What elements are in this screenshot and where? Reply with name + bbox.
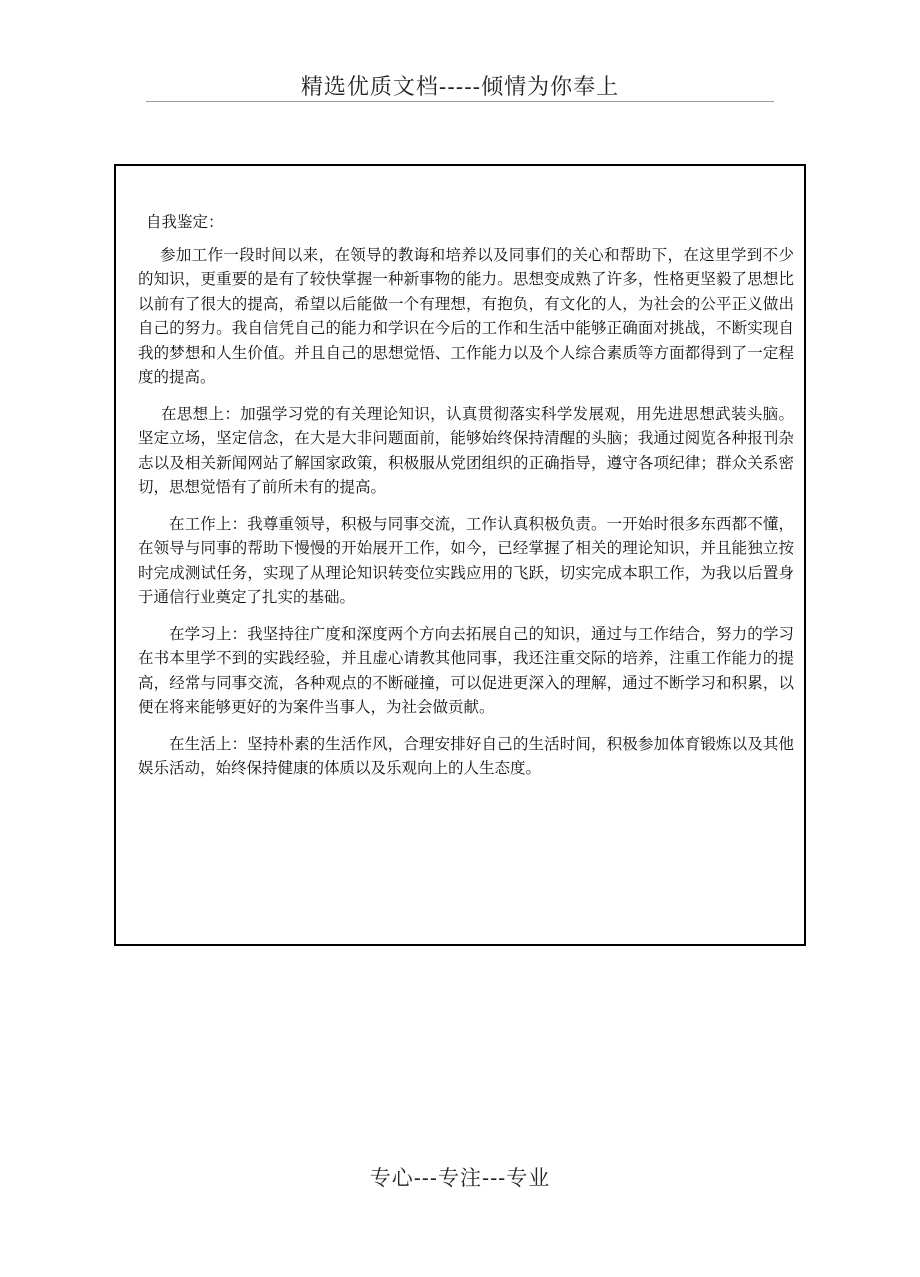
- page-footer-text: 专心---专注---专业: [369, 1166, 551, 1190]
- paragraph-work: 在工作上：我尊重领导，积极与同事交流，工作认真积极负责。一开始时很多东西都不懂，在领导与同事的帮助下慢慢的开始展开工作，如今，已经掌握了相关的理论知识，并且能独立按时完成测试任务，实现了从理论知识转变位实践应用的飞跃，切实完成本职工作，为我以后置身于通信行业奠定了扎实的基础。: [138, 514, 794, 606]
- self-evaluation-box: [114, 164, 806, 946]
- header-divider: [146, 101, 774, 102]
- paragraph-life: 在生活上：坚持朴素的生活作风，合理安排好自己的生活时间，积极参加体育锻炼以及其他娱乐活动，始终保持健康的体质以及乐观向上的人生态度。: [138, 734, 794, 777]
- section-label: 自我鉴定：: [146, 213, 224, 231]
- paragraph-intro: 参加工作一段时间以来，在领导的教诲和培养以及同事们的关心和帮助下，在这里学到不少的知识，更重要的是有了较快掌握一种新事物的能力。思想变成熟了许多，性格更坚毅了思想比以前有了很大的提高，希望以后能做一个有理想，有抱负，有文化的人，为社会的公平正义做出自己的努力。我自信凭自己的能力和学识在今后的工作和生活中能够正确面对挑战，不断实现自我的梦想和人生价值。并且自己的思想觉悟、工作能力以及个人综合素质等方面都得到了一定程度的提高。: [138, 245, 794, 386]
- page-header-title: 精选优质文档-----倾情为你奉上: [300, 75, 620, 100]
- self-evaluation-content: [138, 210, 794, 793]
- paragraph-ideology: 在思想上：加强学习党的有关理论知识，认真贯彻落实科学发展观，用先进思想武装头脑。坚定立场，坚定信念，在大是大非问题面前，能够始终保持清醒的头脑；我通过阅览各种报刊杂志以及相关新闻网站了解国家政策，积极服从党团组织的正确指导，遵守各项纪律；群众关系密切，思想觉悟有了前所未有的提高。: [138, 404, 794, 496]
- paragraph-study: 在学习上：我坚持往广度和深度两个方向去拓展自己的知识，通过与工作结合，努力的学习在书本里学不到的实践经验，并且虚心请教其他同事，我还注重交际的培养，注重工作能力的提高，经常与同事交流，各种观点的不断碰撞，可以促进更深入的理解，通过不断学习和积累，以便在将来能够更好的为案件当事人，为社会做贡献。: [138, 624, 794, 716]
